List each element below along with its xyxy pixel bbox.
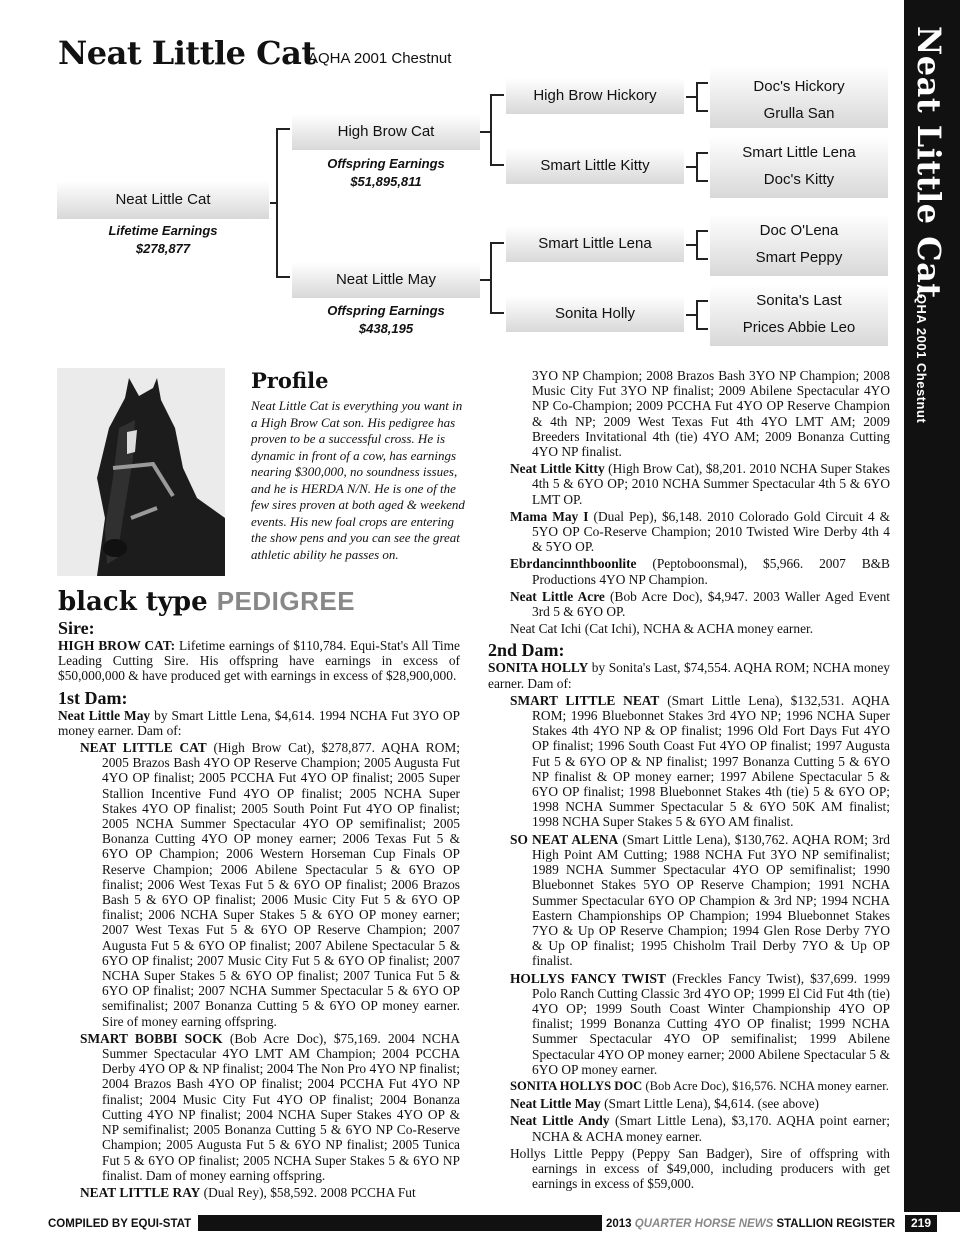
offspring-text: (Peptoboonsmal), $5,966. 2007 B&B Productions 4YO NP Champion. [532,556,890,587]
offspring-text: (High Brow Cat), $8,201. 2010 NCHA Super Stakes 4th 5 & 6YO OP; 2010 NCHA Summer Spectacular 4th 5 & 6YO LMT OP. [532,461,890,507]
offspring-name: NEAT LITTLE CAT [80,740,207,756]
dam-name: Neat Little May [58,707,151,723]
offspring-text: (Dual Rey), $58,592. 2008 PCCHA Fut [200,1184,416,1200]
offspring-text: (Bob Acre Doc), $16,576. NCHA money earner. [642,1078,889,1093]
dam-heading: 1st Dam: [58,687,128,708]
offspring-entry [510,693,890,830]
offspring-entry [80,740,460,1029]
pedigree-gen3-2a: Smart Little Lena [742,144,856,161]
offspring-name: SMART BOBBI SOCK [80,1030,223,1046]
pedigree-gen2-4: Sonita Holly [506,296,684,332]
footer-year: 2013 [606,1218,632,1230]
offspring-text: (Smart Little Lena), $130,762. AQHA ROM; 3rd High Point AM Cutting; 1988 NCHA Fut 3YO NP semifinalist; 1989 NCHA Summer Spectacular 4YO OP semifinalist; 1990 Bluebonnet Stakes 5YO OP Reserve Champion; 1991 NCHA Summer Spectacular 6YO OP Champion & 3rd NP; 1994 NCHA Eastern Championships OP Champion; 1994 Bluebonnet Stakes 7YO & Up OP Reserve Champion; 1994 Glen Rose Derby 7YO & Up OP finalist; 1995 Chisholm Trail Derby 7YO & Up OP finalist. [532,831,890,969]
pedigree-gen3-4 [710,284,888,346]
pedigree-gen3-1a: Doc's Hickory [753,78,845,95]
offspring-name: Neat Little Kitty [510,461,605,477]
pedigree-gen2-2: Smart Little Kitty [506,148,684,184]
footer-credit: COMPILED BY EQUI-STAT [48,1218,192,1230]
pedigree-dam: Neat Little May [292,262,480,298]
dam-entry [58,708,460,738]
offspring-text: (Smart Little Lena), $132,531. AQHA ROM; 1996 Bluebonnet Stakes 3rd 4YO NP; 1996 NCHA Super Stakes 4th 4YO NP & OP finalist; 1996 Old Fort Days Fut 4YO OP finalist; 1996 South Coast Fut 4YO OP finalist; 1997 Augusta Fut 5 & 6YO OP & NP finalist; 1997 Bonanza Cutting 5 & 6YO NP finalist & OP money earner; 1997 Abilene Spectacular 5 & 6YO OP finalist; 1998 Bluebonnet Stakes 4th (tie) 5 & 6YO OP; 1998 NCHA Summer Spectacular 5 & 6YO 50K AM finalist; 1998 NCHA Super Stakes 5 & 6YO AM finalist. [532,692,891,830]
subject-earnings-value: $278,877 [135,241,191,256]
pedigree-gen2-1: High Brow Hickory [506,78,684,114]
black-type-heading [58,586,355,617]
offspring-text: (Bob Acre Doc), $4,947. 2003 Waller Aged Event 3rd 5 & 6YO OP. [532,588,890,620]
offspring-entry [510,1079,890,1094]
second-dam-entry [488,660,890,690]
pedigree-gen3-1 [710,66,888,128]
footer-register: STALLION REGISTER [776,1218,896,1230]
sire-name: HIGH BROW CAT: [58,638,176,653]
dam-text: by Smart Little Lena, $4,614. 1994 NCHA Fut 3YO OP money earner. Dam of: [58,707,461,738]
side-banner-sub: AQHA 2001 Chestnut [914,284,929,424]
pedigree-subject-caption [57,222,269,258]
pedigree-gen3-2b: Doc's Kitty [763,171,835,188]
offspring-text: (Smart Little Lena), $4,614. (see above) [600,1096,819,1112]
offspring-entry [510,589,890,619]
black-type-word: black type [58,587,208,617]
subject-earnings-label: Lifetime Earnings [108,223,218,238]
offspring-name: Neat Little Acre [510,588,605,604]
offspring-entry [510,1096,890,1111]
pedigree-gen3-4a: Sonita's Last [756,292,842,309]
profile-heading: Profile [251,368,329,393]
pedigree-gen3-3a: Doc O'Lena [759,222,839,239]
offspring-name: Ebrdancinnthboonlite [510,556,637,572]
sire-earnings-label: Offspring Earnings [327,156,445,171]
page-number: 219 [905,1215,937,1232]
offspring-entry: Hollys Little Peppy (Peppy San Badger), Sire of offspring with earnings in excess of $49,000, including producers with get earnings in excess of $59,000. [510,1145,890,1192]
pedigree-word: PEDIGREE [216,586,356,616]
offspring-entry [510,832,890,969]
offspring-name: NEAT LITTLE RAY [80,1184,201,1200]
left-column [58,618,460,1202]
footer-bar [198,1215,602,1231]
footer-pub: QUARTER HORSE NEWS [634,1218,774,1230]
pedigree-gen3-3 [710,214,888,276]
offspring-entry [510,461,890,507]
right-column [488,368,890,1193]
continued-text: 3YO NP Champion; 2008 Brazos Bash 3YO NP Champion; 2008 Music City Fut 3YO NP finalist; 2009 Abilene Spectacular 4YO NP Co-Champion; 2009 PCCHA Fut 4YO OP Reserve Champion & 4th NP; 2009 West Texas Fut 4th 4YO LMT AM; 2009 Breeders Invitational 4th (tie) 4YO AM; 2009 Bonanza Cutting 4YO NP finalist. [532,368,890,460]
dam-earnings-label: Offspring Earnings [327,303,445,318]
profile-text: Neat Little Cat is everything you want in a High Brow Cat son. His pedigree has proven to be a successful cross. He is dynamic in front of a cow, has earnings nearing $300,000, no soundness issues, and he is HERDA N/N. He is one of the few sires proven at both aged & weekend events. His new foal crops are entering the show pens and you can see the great athletic ability he passes on. [251,398,465,562]
pedigree-gen3-1b: Grulla San [763,105,835,122]
pedigree-sire-caption [292,155,480,191]
second-dam-text: by Sonita's Last, $74,554. AQHA ROM; NCHA money earner. Dam of: [488,660,890,691]
second-dam-heading: 2nd Dam: [488,640,565,661]
offspring-text: (Freckles Fancy Twist), $37,699. 1999 Polo Ranch Cutting Classic 3rd 4YO OP; 1999 El Cid Fut 4th (tie) 4YO OP; 1999 South Coast Winter Championship 4YO OP finalist; 1999 Bonanza Cutting 4YO OP finalist; 1999 NCHA Summer Spectacular 4YO OP semifinalist; 1999 Abilene Spectacular 4YO OP money earner; 2000 Abilene Spectacular 5 & 6YO OP money earner. [532,970,890,1077]
pedigree-gen2-3: Smart Little Lena [506,226,684,262]
offspring-entry [510,971,890,1077]
offspring-text: (High Brow Cat), $278,877. AQHA ROM; 2005 Brazos Bash 4YO OP Reserve Champion; 2005 Augusta Fut 4YO OP finalist; 2005 PCCHA Fut 4YO OP finalist; 2005 Super Stallion Incentive Fund 4YO OP finalist; 2005 NCHA Super Stakes 4YO OP finalist; 2005 South Point Fut 4YO OP finalist; 2005 NCHA Summer Spectacular 4YO OP semifinalist; 2005 Bonanza Cutting 4YO OP money earner; 2006 Texas Fut 5 & 6YO OP Champion; 2006 Western Horseman Cup Finals OP Reserve Champion; 2006 Abilene Spectacular 5 & 6YO OP finalist; 2006 West Texas Fut 5 & 6YO OP finalist; 2006 Brazos Bash 5 & 6YO OP finalist; 2006 Music City Fut 5 & 6YO OP finalist; 2006 NCHA Super Stakes 5 & 6YO OP money earner; 2007 West Texas Fut 5 & 6YO OP Reserve Champion; 2007 Augusta Fut 5 & 6YO OP finalist; 2007 Abilene Spectacular 5 & 6YO OP finalist; 2007 Music City Fut 5 & 6YO OP finalist; 2007 NCHA Super Stakes 5 & 6YO OP finalist; 2007 Tunica Fut 5 & 6YO OP finalist; 2007 NCHA Summer Spectacular 5 & 6YO OP semifinalist; 2007 Bonanza Cutting 5 & 6YO OP money earner. Sire of money earning offspring. [102,740,460,1029]
offspring-name: Neat Little Andy [510,1113,610,1129]
sire-earnings-value: $51,895,811 [350,174,422,189]
offspring-name: SO NEAT ALENA [510,831,619,847]
pedigree-dam-caption [292,302,480,338]
sire-entry [58,638,460,684]
pedigree-gen3-3b: Smart Peppy [755,249,843,266]
offspring-entry [510,556,890,586]
dam-earnings-value: $438,195 [358,321,414,336]
offspring-text: (Smart Little Lena), $3,170. AQHA point earner; NCHA & ACHA money earner. [532,1113,890,1144]
offspring-name: SMART LITTLE NEAT [510,692,660,708]
offspring-name: Neat Little May [510,1096,601,1112]
side-banner-name: Neat Little Cat [910,26,948,299]
offspring-entry [510,509,890,555]
offspring-entry [510,1113,890,1143]
pedigree-sire: High Brow Cat [292,114,480,150]
offspring-entry [80,1031,460,1183]
offspring-text: (Dual Pep), $6,148. 2010 Colorado Gold Circuit 4 & 5YO OP Co-Reserve Champion; 2010 Twisted Wire Derby 4th 4 & 5YO OP. [532,508,890,555]
pedigree-gen3-4b: Prices Abbie Leo [742,319,856,336]
footer-publication [606,1218,895,1230]
page-subtitle: AQHA 2001 Chestnut [308,50,452,67]
offspring-entry: Neat Cat Ichi (Cat Ichi), NCHA & ACHA money earner. [510,621,814,637]
offspring-name: Mama May I [510,508,589,524]
offspring-name: SONITA HOLLYS DOC [510,1078,643,1093]
offspring-name: HOLLYS FANCY TWIST [510,970,666,986]
sire-heading: Sire: [58,618,95,638]
pedigree-gen3-2 [710,136,888,198]
horse-photo [57,368,225,576]
sire-text: Lifetime earnings of $110,784. Equi-Stat's All Time Leading Cutting Sire. His offspring have earnings in excess of $50,000,000 & have produced get with earnings in excess of $28,900,000. [58,638,460,684]
page-title: Neat Little Cat [58,34,316,72]
offspring-entry [80,1185,460,1200]
offspring-text: (Bob Acre Doc), $75,169. 2004 NCHA Summer Spectacular 4YO LMT AM Champion; 2004 PCCHA Derby 4YO OP & NP finalist; 2004 The Non Pro 4YO NP finalist; 2004 Brazos Bash 4YO OP finalist; 2004 PCCHA Fut 4YO NP finalist; 2004 Music City Fut 4YO OP finalist; 2004 Bonanza Cutting 4YO NP finalist; 2004 NCHA Super Stakes 4YO OP & NP semifinalist; 2005 Bonanza Cutting 5 & 6YO NP Co-Reserve Champion; 2005 Augusta Fut 5 & 6YO NP finalist; 2005 Tunica Fut 5 & 6YO OP finalist; 2005 NCHA Super Stakes 5 & 6YO NP finalist. Dam of money earning offspring. [102,1030,460,1183]
second-dam-name: SONITA HOLLY [488,660,589,676]
pedigree-subject: Neat Little Cat [57,181,269,219]
